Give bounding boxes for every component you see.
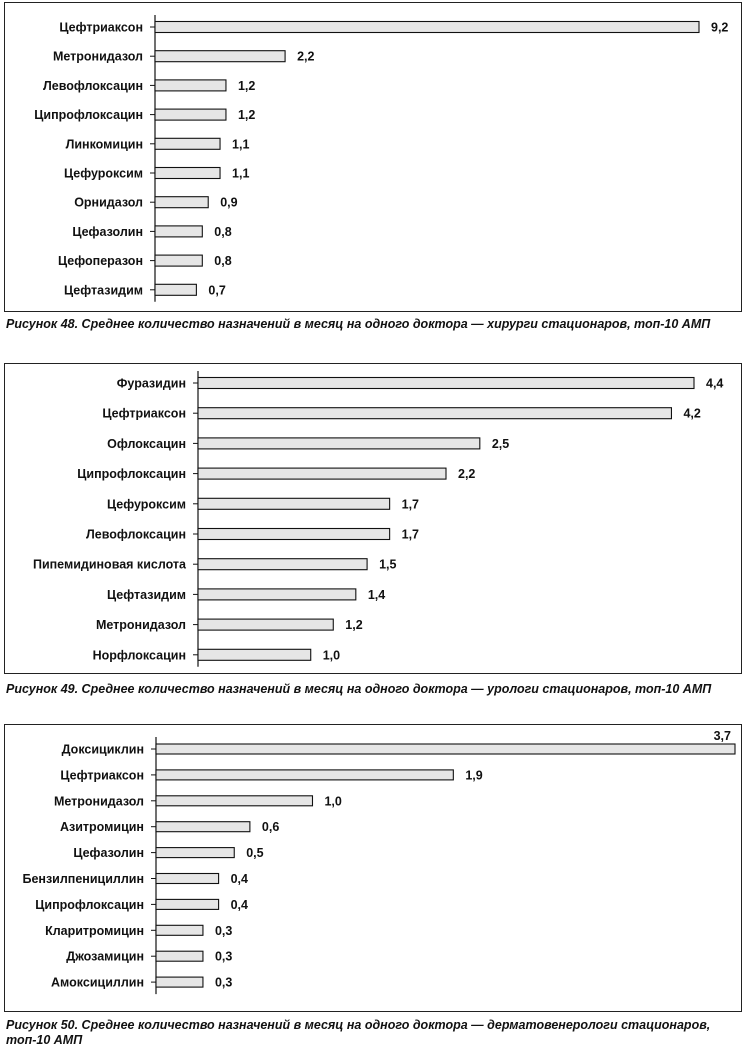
bar: [156, 977, 203, 987]
category-label: Метронидазол: [95, 618, 186, 633]
bar: [155, 80, 226, 91]
category-label: Азитромицин: [59, 820, 144, 835]
data-label: 0,8: [214, 224, 232, 239]
data-label: 1,5: [379, 557, 397, 572]
data-label: 0,4: [230, 872, 248, 886]
data-label: 0,4: [230, 897, 248, 912]
bar: [156, 796, 312, 806]
bar: [155, 51, 285, 62]
data-label: 2,2: [458, 467, 476, 482]
category-label: Цефуроксим: [63, 166, 143, 181]
category-label: Кларитромицин: [45, 923, 144, 938]
category-label: Амоксициллин: [51, 975, 144, 990]
data-label: 0,6: [261, 820, 280, 835]
bar: [198, 649, 311, 660]
data-label: 0,3: [214, 975, 233, 990]
bar: [198, 619, 333, 630]
data-label: 1,4: [367, 587, 386, 602]
category-label: Офлоксацин: [107, 436, 186, 451]
bar: [156, 925, 203, 935]
category-label: Цефоперазон: [58, 254, 143, 269]
bar: [198, 438, 480, 449]
bar: [198, 529, 390, 540]
category-label: Ципрофлоксацин: [35, 897, 144, 912]
category-label: Цефазолин: [73, 846, 144, 861]
bar: [198, 378, 694, 389]
figure-caption-49: Рисунок 49. Среднее количество назначений в месяц на одного доктора — урологи стационаров, топ-10 АМП: [6, 682, 712, 696]
data-label: 1,2: [237, 78, 256, 93]
bar: [156, 899, 219, 909]
data-label: 1,2: [345, 618, 363, 633]
data-label: 1,1: [232, 166, 250, 181]
bar: [155, 284, 196, 295]
bar: [156, 822, 250, 832]
category-label: Цефтриаксон: [102, 406, 186, 421]
category-label: Цефтазидим: [64, 283, 143, 298]
category-label: Доксициклин: [61, 742, 144, 757]
data-label: 1,9: [465, 768, 483, 783]
category-label: Цефтриаксон: [60, 768, 144, 783]
bar: [155, 197, 208, 208]
bar: [156, 848, 234, 858]
data-label: 2,2: [297, 49, 315, 64]
data-label: 1,7: [401, 527, 420, 542]
category-label: Цефтазидим: [107, 587, 186, 602]
data-label: 0,3: [214, 949, 233, 964]
category-label: Орнидазол: [74, 195, 143, 210]
category-label: Пипемидиновая кислота: [32, 557, 186, 572]
bar: [155, 168, 220, 179]
bar-chart-50: [5, 725, 741, 1011]
category-label: Цефтриаксон: [59, 20, 143, 35]
bar: [198, 468, 446, 479]
data-label: 1,1: [232, 137, 250, 152]
category-label: Цефазолин: [72, 224, 143, 239]
bar: [198, 408, 671, 419]
data-label: 1,0: [324, 794, 342, 809]
data-label: 2,5: [491, 436, 510, 451]
data-label: 0,9: [220, 195, 238, 210]
category-label: Цефуроксим: [106, 497, 186, 512]
data-label: 1,0: [322, 648, 341, 663]
data-label: 4,4: [706, 376, 724, 391]
category-label: Левофлоксацин: [43, 78, 143, 93]
bar: [155, 226, 202, 237]
data-label: 0,8: [214, 254, 232, 269]
category-label: Метронидазол: [52, 49, 143, 64]
category-label: Фуразидин: [116, 376, 186, 391]
data-label: 9,2: [711, 20, 729, 35]
category-label: Левофлоксацин: [86, 527, 186, 542]
bar: [155, 138, 220, 149]
bar-chart-49: [5, 364, 741, 673]
bar: [156, 951, 203, 961]
chart-panel-49: [4, 363, 742, 674]
category-label: Метронидазол: [53, 794, 144, 809]
data-label: 1,2: [237, 108, 256, 123]
data-label: 0,5: [246, 846, 264, 861]
data-label: 1,7: [401, 497, 420, 512]
data-label: 3,7: [713, 729, 731, 743]
figure-caption-48: Рисунок 48. Среднее количество назначений в месяц на одного доктора — хирурги стационаров, топ-10 АМП: [6, 317, 711, 331]
chart-panel-50: [4, 724, 742, 1012]
bar: [198, 589, 356, 600]
bar: [155, 22, 699, 33]
category-label: Бензилпенициллин: [22, 872, 144, 886]
category-label: Джозамицин: [66, 949, 144, 964]
bar: [156, 744, 735, 754]
category-label: Ципрофлоксацин: [77, 467, 186, 482]
bar: [155, 255, 202, 266]
bar-chart-48: [5, 3, 741, 311]
figure-caption-50: Рисунок 50. Среднее количество назначений в месяц на одного доктора — дерматовенерологи стационаров, топ-10 АМП: [6, 1018, 711, 1047]
bar: [156, 770, 453, 780]
bar: [156, 874, 219, 884]
data-label: 0,3: [214, 923, 233, 938]
category-label: Ципрофлоксацин: [34, 108, 143, 123]
category-label: Линкомицин: [65, 137, 143, 152]
chart-panel-48: [4, 2, 742, 312]
data-label: 0,7: [208, 283, 226, 298]
bar: [198, 559, 367, 570]
data-label: 4,2: [683, 406, 701, 421]
bar: [155, 109, 226, 120]
bar: [198, 498, 390, 509]
category-label: Норфлоксацин: [92, 648, 186, 663]
